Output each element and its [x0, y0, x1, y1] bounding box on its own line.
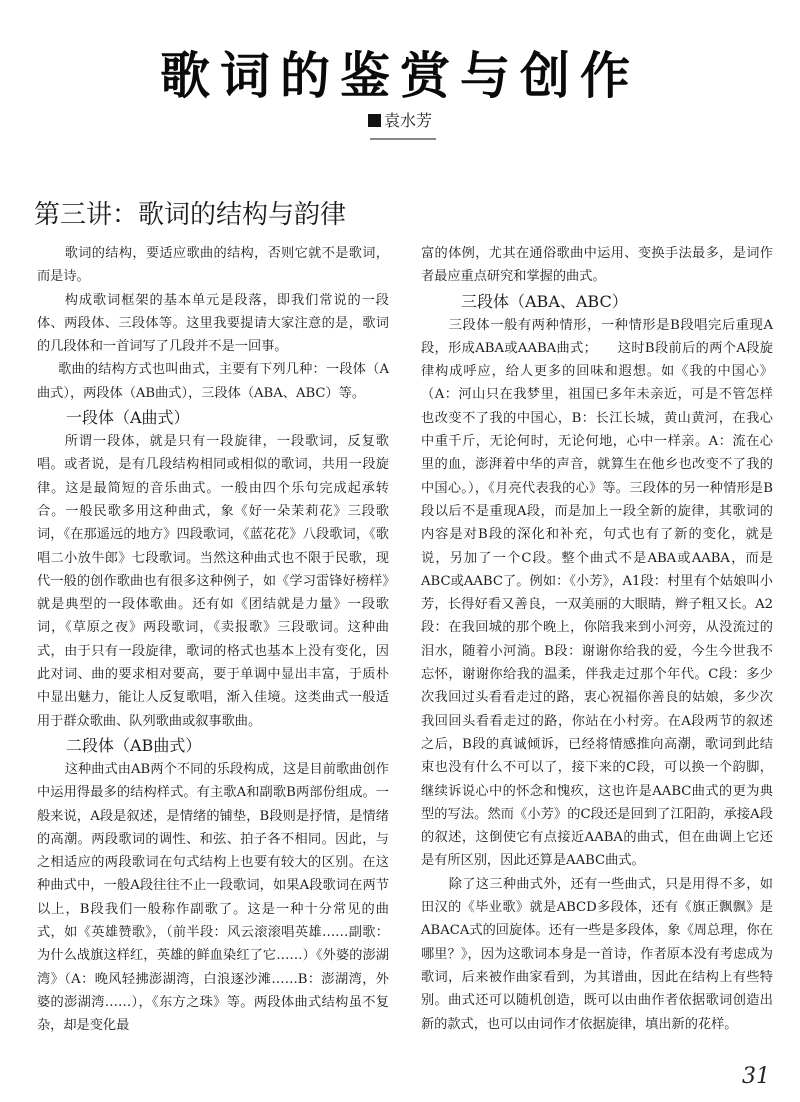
- right-column: [421, 242, 773, 1036]
- author-underline: [370, 138, 436, 140]
- paragraph: 歌词的结构，要适应歌曲的结构，否则它就不是歌词，而是诗。: [37, 246, 389, 285]
- section-heading-one-part: 一段体（A曲式）: [66, 408, 190, 428]
- author-line: [368, 110, 432, 132]
- paragraph: 三段体一般有两种情形，一种情形是B段唱完后重现A段，形成ABA或AABA曲式； 这时B段前后的两个A段旋律构成呼应，给人更多的回味和遐想。如《我的中国心》（A：河山只在我梦里，祖国已多年未亲近，可是不管怎样也改变不了我的中国心，B：长江长城，黄山黄河，在我心中重千斤，无论何时，无论何地，心中一样亲。A：流在心里的血，澎湃着中华的声音，就算生在他乡也改变不了我的中国心。），《月亮代表我的心》等。三段体的另一种情形是B段以后不是重现A段，而是加上一段全新的旋律，其歌词的内容是对B段的深化和补充，句式也有了新的变化，就是说，另加了一个C段。整个曲式不是ABA或AABA，而是ABC或AABC了。例如：《小芳》，A1段：村里有个姑娘叫小芳，长得好看又善良，一双美丽的大眼睛，辫子粗又长。A2段：在我回城的那个晚上，你陪我来到小河旁，从没流过的泪水，随着小河淌。B段：谢谢你给我的爱，今生今世我不忘怀，谢谢你给我的温柔，伴我走过那个年代。C段：多少次我回过头看看走过的路，衷心祝福你善良的姑娘，多少次我回回头看看走过的路，你站在小村旁。在A段两节的叙述之后，B段的真诚倾诉，已经将情感推向高潮，歌词到此结束也没有什么不可以了，接下来的C段，可以换一个韵脚，继续诉说心中的怀念和愧疚，这也许是AABC曲式的更为典型的写法。然而《小芳》的C段还是回到了江阳韵，承接A段的叙述，这倒使它有点接近AABA的曲式，但在曲调上它还是有所区别，因此还算是AABC曲式。: [421, 317, 773, 869]
- author-name: 袁水芳: [384, 111, 433, 130]
- section-heading-two-part: 二段体（AB曲式）: [66, 735, 202, 755]
- article-title: 歌词的鉴赏与创作: [160, 47, 640, 105]
- left-column: [37, 242, 389, 1038]
- lecture-heading: 第三讲：歌词的结构与韵律: [34, 200, 347, 230]
- paragraph-continued: 富的体例，尤其在通俗歌曲中运用、变换手法最多，是词作者最应重点研究和掌握的曲式。: [421, 246, 773, 285]
- paragraph: 所谓一段体，就是只有一段旋律，一段歌词，反复歌唱。或者说，是有几段结构相同或相似的歌词，共用一段旋律。这是最简短的音乐曲式。一般由四个乐句完成起承转合。一般民歌多用这种曲式，象《好一朵茉莉花》三段歌词，《在那遥远的地方》四段歌词，《蓝花花》八段歌词，《歌唱二小放牛郎》七段歌词。当然这种曲式也不限于民歌，现代一般的创作歌曲也有很多这种例子，如《学习雷锋好榜样》就是典型的一段体歌曲。还有如《团结就是力量》一段歌词，《草原之夜》两段歌词，《卖报歌》三段歌词。这种曲式，由于只有一段旋律，歌词的格式也基本上没有变化，因此对词、曲的要求相对要高，要于单调中显出丰富，于质朴中显出魅力，能让人反复歌唱，渐入佳境。这类曲式一般适用于群众歌曲、队列歌曲或叙事歌曲。: [37, 434, 389, 729]
- square-bullet-icon: [368, 114, 381, 127]
- paragraph: 这种曲式由AB两个不同的乐段构成，这是目前歌曲创作中运用得最多的结构样式。有主歌A和副歌B两部份组成。一般来说，A段是叙述，是情绪的铺垫，B段则是抒情，是情绪的高潮。两段歌词的调性、和弦、拍子各不相同。因此，与之相适应的两段歌词在句式结构上也要有较大的区别。在这种曲式中，一般A段往往不止一段歌词，如果A段歌词在两节以上，B段我们一般称作副歌了。这是一种十分常见的曲式，如《英雄赞歌》，（前半段：风云滚滚唱英雄……副歌：为什么战旗这样红，英雄的鲜血染红了它……）《外婆的澎湖湾》（A：晚风轻拂澎湖湾，白浪逐沙滩……B：澎湖湾，外婆的澎湖湾……），《东方之珠》等。两段体曲式结构虽不复杂，却是变化最: [37, 761, 389, 1034]
- paragraph: 除了这三种曲式外，还有一些曲式，只是用得不多，如田汉的《毕业歌》就是ABCD多段体，还有《旗正飘飘》是 ABACA式的回旋体。还有一些是多段体，象《周总理，你在哪里？》，因为这歌词本身是一首诗，作者原本没有考虑成为歌词，后来被作曲家看到，为其谱曲，因此在结构上有些特别。曲式还可以随机创造，既可以由曲作者依据歌词创造出新的款式，也可以由词作才依据旋律，填出新的花样。: [421, 876, 773, 1032]
- paragraph: 构成歌词框架的基本单元是段落，即我们常说的一段体、两段体、三段体等。这里我要提请大家注意的是，歌词的几段体和一首词写了几段并不是一回事。: [37, 292, 389, 355]
- paragraph: 歌曲的结构方式也叫曲式，主要有下列几种：一段体（A曲式），两段体（AB曲式），三段体（ABA、ABC）等。: [37, 362, 389, 401]
- page-number: 31: [742, 1064, 770, 1089]
- section-heading-three-part: 三段体（ABA、ABC）: [461, 291, 628, 311]
